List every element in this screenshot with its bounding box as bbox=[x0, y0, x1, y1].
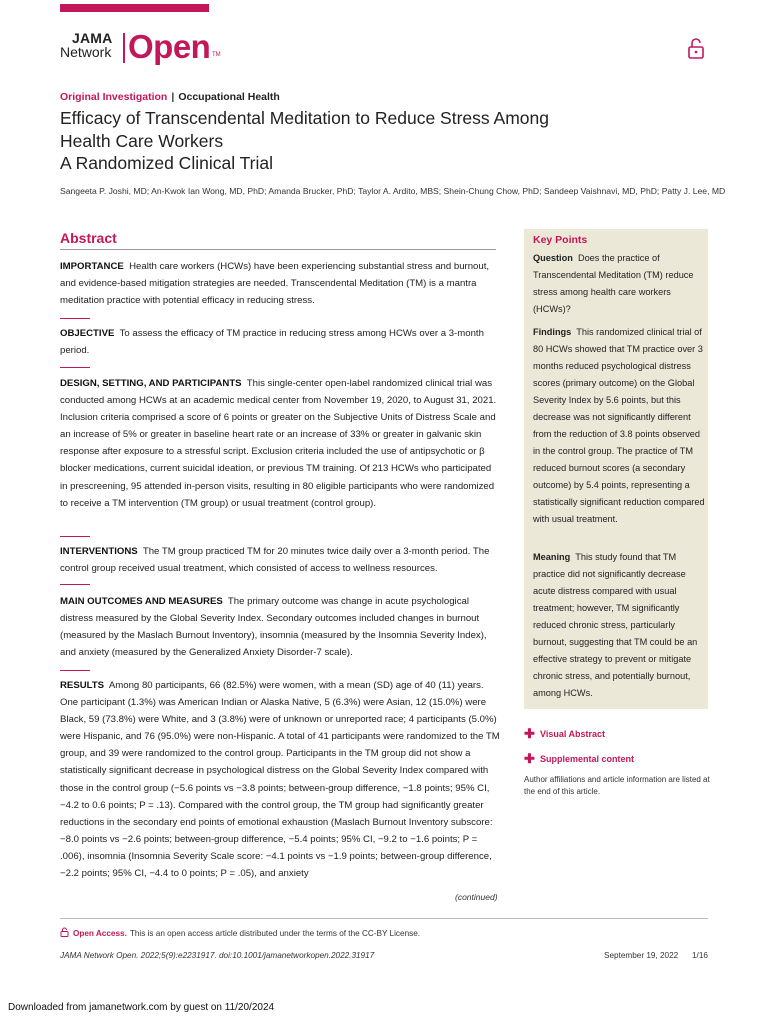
section-divider bbox=[60, 318, 90, 319]
article-section: Occupational Health bbox=[178, 91, 280, 103]
author-list: Sangeeta P. Joshi, MD; An-Kwok Ian Wong, MD, PhD; Amanda Brucker, PhD; Taylor A. Ardito, MBS; Shein-Chung Chow, PhD; Sandeep Vaishnavi, MD, PhD; Patty J. Lee, MD bbox=[60, 186, 726, 196]
results-text: Among 80 participants, 66 (82.5%) were women, with a mean (SD) age of 40 (11) years. One participant (1.3%) was American Indian or Alaska Native, 5 (6.3%) were Asian, 12 (15.0%) were Black, 59 (73.8%) were White, and 3 (3.8%) were of unknown or unreported race; 4 participants (5.0%) were Hispanic, and 76 (95.0%) were non-Hispanic. A total of 41 participants were randomized to the TM group, and 39 were randomized to the control group. Participants in the TM group did not show a statistically significant decrease in psychological distress on the Global Severity Index compared with those in the control group (−5.6 points vs −3.8 points; between-group difference, −1.8 points; 95% CI, −4.2 to 0.6 points; P = .13). Compared with the control group, the TM group had significantly greater reductions in the secondary end points of emotional exhaustion (Maslach Burnout Inventory subscore: −8.0 points vs −2.6 points; between-group difference, −5.4 points; 95% CI, −9.2 to −1.6 points; P = .006), insomnia (Insomnia Severity Scale score: −4.1 points vs −1.9 points; between-group difference, −2.2 points; 95% CI, −4.4 to 0 points; P = .05), and anxiety bbox=[60, 680, 500, 880]
top-accent-bar bbox=[60, 4, 209, 12]
article-type[interactable]: Original Investigation bbox=[60, 91, 168, 103]
section-divider bbox=[60, 584, 90, 585]
findings-text: This randomized clinical trial of 80 HCWs showed that TM practice over 3 months reduced psychological distress scores (primary outcome) on the Global Severity Index by 5.6 points, but this decrease was not significantly different from the reduction of 3.8 points observed in the control group. The practice of TM reduced burnout scores (a secondary outcome) by 5.4 points, representing a statistically significant reduction compared with usual treatment. bbox=[533, 327, 705, 524]
importance-text: Health care workers (HCWs) have been experiencing substantial stress and burnout, and evidence-based mitigation strategies are needed. Transcendental Meditation (TM) is a mantra meditation practice with potential efficacy in reducing stress. bbox=[60, 261, 490, 307]
abstract-objective bbox=[60, 325, 500, 359]
outcomes-label: MAIN OUTCOMES AND MEASURES bbox=[60, 596, 223, 607]
abstract-interventions bbox=[60, 543, 500, 577]
abstract-results bbox=[60, 677, 500, 882]
publication-date: September 19, 2022 bbox=[604, 951, 679, 960]
supplemental-content-link[interactable] bbox=[524, 751, 634, 767]
section-divider bbox=[60, 367, 90, 368]
download-notice: Downloaded from jamanetwork.com by guest on 11/20/2024 bbox=[8, 1002, 275, 1013]
question-label: Question bbox=[533, 253, 573, 263]
affiliations-note: Author affiliations and article information are listed at the end of this article. bbox=[524, 775, 710, 796]
abstract-outcomes bbox=[60, 593, 500, 661]
logo-network-text: Network bbox=[60, 44, 112, 60]
meaning-text: This study found that TM practice did not significantly decrease acute distress compared with usual treatment; however, TM significantly reduced chronic stress, particularly burnout, suggesting that TM could be an effective strategy to prevent or mitigate chronic stress, and potentially burnout, among HCWs. bbox=[533, 552, 698, 698]
abstract-design bbox=[60, 375, 500, 512]
meaning-label: Meaning bbox=[533, 552, 571, 562]
interventions-text: The TM group practiced TM for 20 minutes twice daily over a 3-month period. The control group received usual treatment, which consisted of access to wellness resources. bbox=[60, 546, 490, 575]
visual-abstract-link[interactable] bbox=[524, 726, 605, 742]
article-subtitle: A Randomized Clinical Trial bbox=[60, 153, 274, 173]
open-access-lock-icon bbox=[60, 927, 69, 937]
abstract-divider bbox=[60, 249, 496, 250]
section-divider bbox=[60, 670, 90, 671]
open-access-label[interactable]: Open Access. bbox=[73, 929, 127, 938]
question-text: Does the practice of Transcendental Meditation (TM) reduce stress among health care workers (HCWs)? bbox=[533, 253, 694, 314]
objective-text: To assess the efficacy of TM practice in reducing stress among HCWs over a 3-month period. bbox=[60, 328, 484, 357]
results-label: RESULTS bbox=[60, 680, 105, 691]
logo-trademark: TM bbox=[212, 52, 221, 58]
interventions-label: INTERVENTIONS bbox=[60, 546, 138, 557]
abstract-importance bbox=[60, 258, 500, 309]
article-title: Efficacy of Transcendental Meditation to Reduce Stress Among Health Care Workers bbox=[60, 108, 549, 151]
section-divider bbox=[60, 536, 90, 537]
design-text: This single-center open-label randomized clinical trial was conducted among HCWs at an academic medical center from November 19, 2020, to August 31, 2021. Inclusion criteria comprised a score of 6 points or greater on the Subjective Units of Distress Scale and an increase of 5% or greater in baseline heart rate or an increase of 33% or greater in galvanic skin response after exposure to a stressful script. Exclusion criteria included the use of antipsychotic or β blocker medications, current suicidal ideation, or previous TM training. Of 213 HCWs who participated in prescreening, 95 attended in-person visits, resulting in 80 eligible participants who were randomized to receive a TM intervention (TM group) or usual treatment (control group). bbox=[60, 378, 497, 509]
open-access-notice bbox=[60, 927, 420, 938]
findings-label: Findings bbox=[533, 327, 572, 337]
article-kicker bbox=[60, 91, 280, 103]
footer-divider bbox=[60, 918, 708, 919]
citation: JAMA Network Open. 2022;5(9):e2231917. doi:10.1001/jamanetworkopen.2022.31917 bbox=[60, 951, 375, 960]
open-access-text: This is an open access article distributed under the terms of the CC-BY License. bbox=[129, 929, 421, 938]
page-number: 1/16 bbox=[692, 951, 708, 960]
kicker-separator: | bbox=[171, 91, 175, 103]
supplemental-label: Supplemental content bbox=[540, 754, 635, 764]
key-points-meaning bbox=[533, 549, 705, 702]
abstract-heading: Abstract bbox=[60, 230, 117, 246]
key-points-findings bbox=[533, 324, 705, 528]
continued-note: (continued) bbox=[455, 892, 498, 902]
outcomes-text: The primary outcome was change in acute psychological distress measured by the Global Severity Index. Secondary outcomes included changes in burnout (measured by the Maslach Burnout Inventory), insomnia (measured by the Insomnia Severity Index), and anxiety (measured by the Generalized Anxiety Disorder-7 scale). bbox=[60, 596, 487, 659]
visual-abstract-label: Visual Abstract bbox=[540, 729, 606, 739]
design-label: DESIGN, SETTING, AND PARTICIPANTS bbox=[60, 378, 242, 389]
plus-icon: ✚ bbox=[524, 726, 535, 741]
logo-jama-text: JAMA bbox=[72, 30, 113, 46]
key-points-question bbox=[533, 250, 705, 318]
objective-label: OBJECTIVE bbox=[60, 328, 115, 339]
importance-label: IMPORTANCE bbox=[60, 261, 124, 272]
key-points-heading: Key Points bbox=[533, 234, 588, 246]
logo-open-text: Open bbox=[128, 28, 211, 65]
logo-divider bbox=[123, 33, 125, 63]
open-access-lock-icon bbox=[687, 36, 705, 60]
plus-icon: ✚ bbox=[524, 751, 535, 766]
